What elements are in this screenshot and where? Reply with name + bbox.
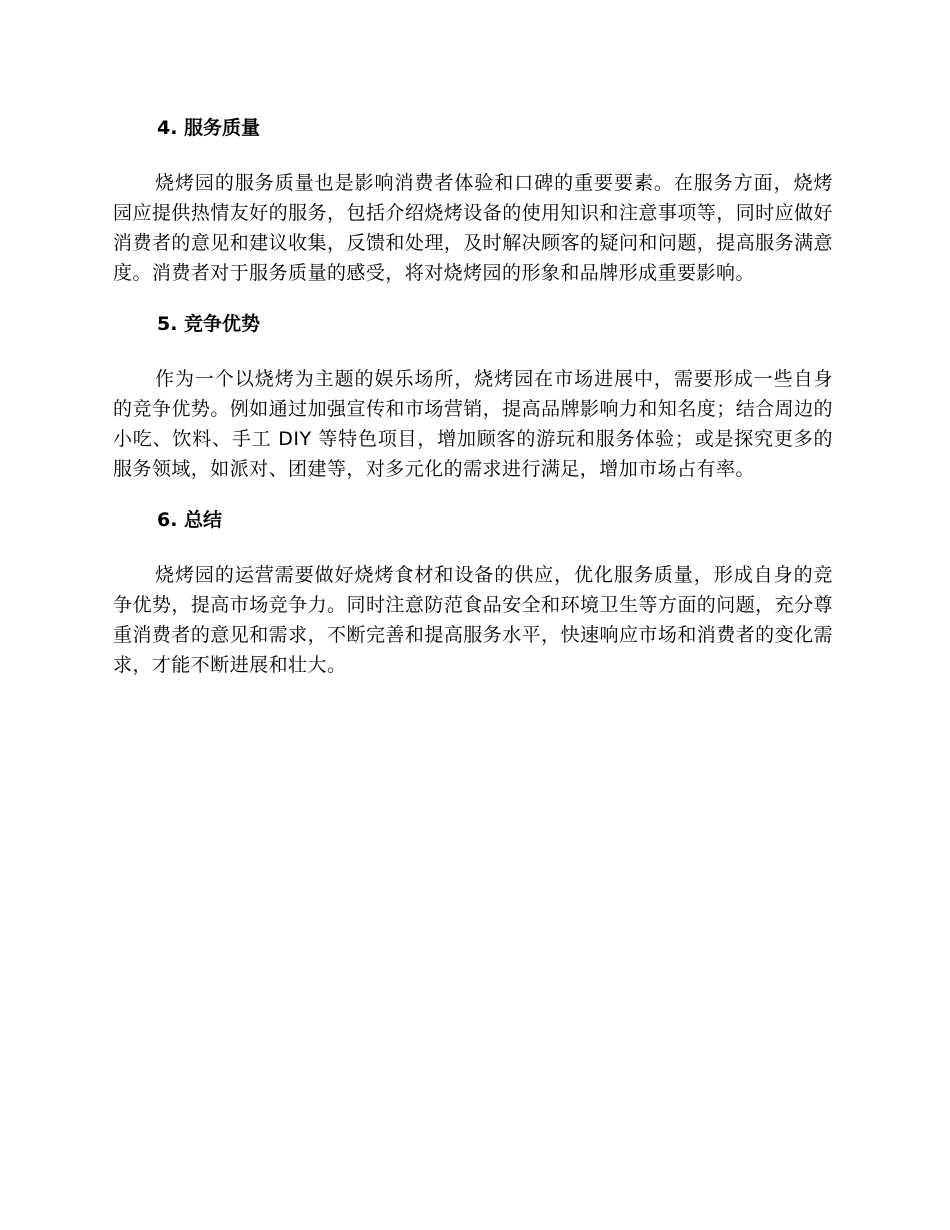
section-summary <box>113 500 833 680</box>
section-heading: 4. 服务质量 <box>157 117 261 139</box>
section-paragraph: 作为一个以烧烤为主题的娱乐场所，烧烤园在市场进展中，需要形成一些自身的竞争优势。例如通过加强宣传和市场营销，提高品牌影响力和知名度；结合周边的小吃、饮料、手工 DIY 等特色项目，增加顾客的游玩和服务体验；或是探究更多的服务领域，如派对、团建等，对多元化的需求进行满足，增加市场占有率。 <box>113 368 833 480</box>
section-heading: 6. 总结 <box>157 509 223 531</box>
section-paragraph: 烧烤园的运营需要做好烧烤食材和设备的供应，优化服务质量，形成自身的竞争优势，提高市场竞争力。同时注意防范食品安全和环境卫生等方面的问题，充分尊重消费者的意见和需求，不断完善和提高服务水平，快速响应市场和消费者的变化需求，才能不断进展和壮大。 <box>113 564 833 676</box>
document-page <box>113 108 833 680</box>
section-paragraph: 烧烤园的服务质量也是影响消费者体验和口碑的重要要素。在服务方面，烧烤园应提供热情友好的服务，包括介绍烧烤设备的使用知识和注意事项等，同时应做好消费者的意见和建议收集，反馈和处理，及时解决顾客的疑问和问题，提高服务满意度。消费者对于服务质量的感受，将对烧烤园的形象和品牌形成重要影响。 <box>113 172 833 284</box>
section-competitive-advantage <box>113 304 833 484</box>
section-service-quality <box>113 108 833 288</box>
section-heading: 5. 竞争优势 <box>157 313 261 335</box>
